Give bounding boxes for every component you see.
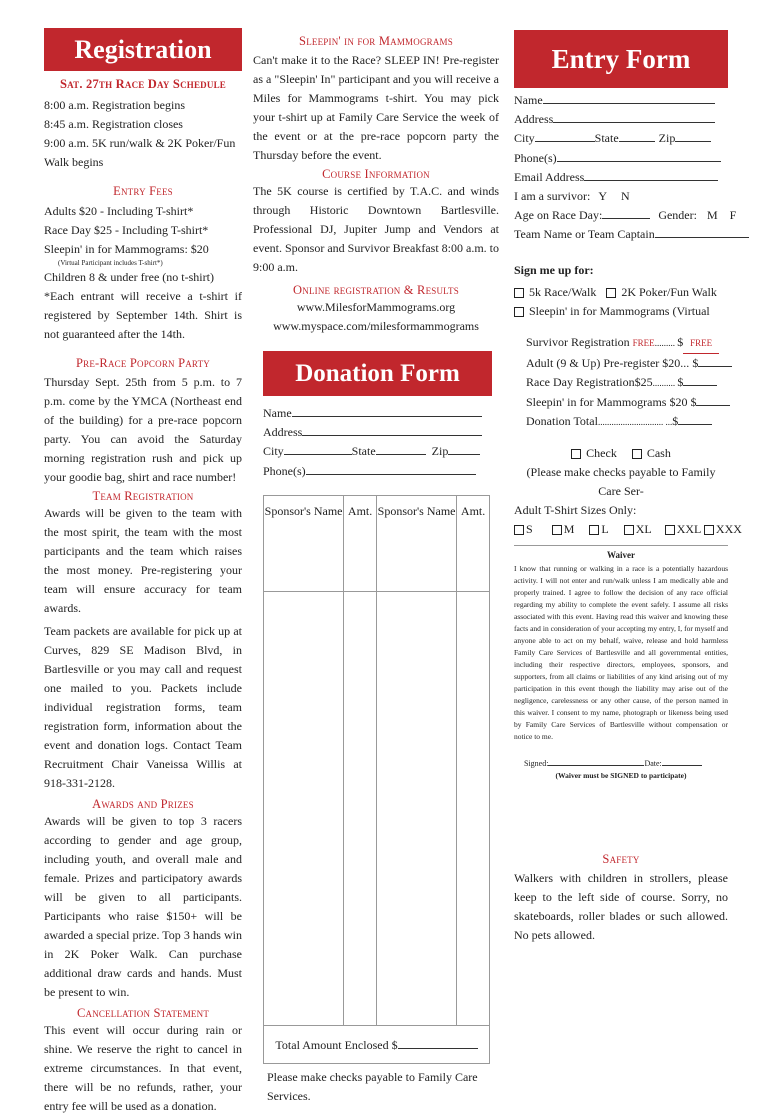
schedule-item: 8:45 a.m. Registration closes — [44, 117, 183, 131]
fee-dollar: $ — [677, 334, 684, 349]
entry-address-field[interactable] — [553, 110, 715, 123]
popcorn-heading: Pre-Race Popcorn Party — [76, 356, 210, 370]
checkbox-sleepin[interactable] — [514, 307, 524, 317]
signup-options — [514, 283, 728, 321]
awards-heading: Awards and Prizes — [92, 797, 194, 811]
fee-item: Race Day $25 - Including T-shirt* — [44, 223, 209, 237]
gender-female[interactable]: F — [729, 208, 737, 223]
fees-list — [44, 202, 242, 344]
entry-email-field[interactable] — [584, 168, 718, 181]
entry-state-field[interactable] — [619, 129, 655, 142]
fee-raceday-label: Race Day Registration$25 — [526, 374, 653, 389]
sponsor-amt-cell[interactable] — [344, 591, 377, 1025]
donation-name-field[interactable] — [292, 404, 482, 417]
safety-heading: Safety — [602, 851, 640, 866]
registration-title: Registration — [74, 35, 212, 64]
fee-raceday-field[interactable] — [683, 373, 717, 386]
team-field[interactable] — [655, 225, 749, 238]
schedule-item: 9:00 a.m. 5K run/walk & 2K Poker/Fun Walk begins — [44, 136, 236, 169]
sponsor-table — [263, 495, 490, 1064]
option-5k-label: 5k Race/Walk — [529, 284, 597, 299]
sponsor-amt-cell[interactable] — [457, 591, 490, 1025]
registration-banner — [44, 28, 242, 71]
fee-item: Adults $20 - Including T-shirt* — [44, 204, 194, 218]
awards-text: Awards will be given to top 3 racers according to gender and age group, including youth, and overall male and female. Prizes and participatory awards will be given to all participants. Participants who raise $150+ will be awarded a special prize. Top 3 hands win in 2K Poker Walk. Can purchase additional draw cards and hands. Must be present to win. — [44, 814, 242, 999]
option-2k-label: 2K Poker/Fun Walk — [621, 284, 717, 299]
fee-item: Sleepin' in for Mammograms: $20 — [44, 242, 209, 256]
myspace-link[interactable]: www.myspace.com/milesformammograms — [273, 319, 479, 333]
fee-total-label: Donation Total — [526, 413, 598, 428]
fee-dollar: $ — [672, 413, 679, 428]
checkbox-cash[interactable] — [632, 449, 642, 459]
entry-title: Entry Form — [551, 44, 691, 74]
age-field[interactable] — [602, 206, 650, 219]
entry-name-field[interactable] — [543, 91, 715, 104]
size-xxl: XXL — [676, 521, 701, 536]
survivor-label: I am a survivor: — [514, 189, 591, 204]
popcorn-text: Thursday Sept. 25th from 5 p.m. to 7 p.m. come by the YMCA (Northeast end of the building) for a pre-race popcorn party. You can avoid the Saturday morning registration rush and pick up your goodie bag, shirt and race number! — [44, 375, 242, 484]
sleepin-heading: Sleepin' in for Mammograms — [299, 34, 453, 48]
total-label: Total Amount Enclosed $ — [275, 1037, 398, 1052]
donation-city-label: City — [263, 444, 284, 459]
entry-zip-label: Zip — [658, 131, 676, 146]
checkbox-size-xxx[interactable] — [704, 525, 714, 535]
schedule-list — [44, 96, 242, 172]
sponsor-name-header: Sponsor's Name — [264, 495, 344, 591]
entry-city-label: City — [514, 131, 535, 146]
fee-sleep-label: Sleepin' in for Mammograms $20 — [526, 394, 688, 409]
donation-address-field[interactable] — [302, 423, 482, 436]
website-link[interactable]: www.MilesforMammograms.org — [296, 300, 456, 314]
donation-name-label: Name — [263, 406, 292, 420]
sponsor-amt-header: Amt. — [344, 495, 377, 591]
donation-address-label: Address — [263, 425, 303, 440]
checkbox-2k[interactable] — [606, 288, 616, 298]
entry-city-field[interactable] — [535, 129, 595, 142]
team-heading: Team Registration — [92, 489, 194, 503]
cancel-heading: Cancellation Statement — [76, 1006, 210, 1020]
fee-dollar: $ — [692, 355, 699, 370]
survivor-no[interactable]: N — [620, 189, 630, 204]
signup-heading: Sign me up for: — [514, 262, 594, 277]
entry-phone-label: Phone(s) — [514, 150, 557, 165]
date-label: Date: — [644, 758, 662, 768]
payable-note: (Please make checks payable to Family Care Ser- — [526, 464, 716, 498]
fee-free-text: FREE — [632, 337, 655, 348]
date-field[interactable] — [662, 757, 702, 766]
entry-zip-field[interactable] — [675, 129, 711, 142]
fee-adult-label: Adult (9 & Up) Pre-register $20... — [526, 355, 690, 370]
signed-label: Signed: — [524, 758, 549, 768]
checkbox-check[interactable] — [571, 449, 581, 459]
team-text-2: Team packets are available for pick up at Curves, 829 SE Madison Blvd, in Bartlesville or you may call and request one mailed to you. Packets include individual registration forms, team registration form, information about the event and donation logs. Contact Team Recruitment Chair Vaneissa Willis at 918-331-2128. — [44, 624, 242, 790]
checkbox-size-l[interactable] — [589, 525, 599, 535]
entry-name-label: Name — [514, 93, 543, 107]
sleepin-text: Can't make it to the Race? SLEEP IN! Pre-register as a "Sleepin' In" participant and you will receive a Miles for Mammograms t-shirt. You may pick your t-shirt up at Family Care Service the week of the event or at the pre-race popcorn party the Thursday before the event. — [253, 53, 499, 162]
sponsor-amt-header: Amt. — [457, 495, 490, 591]
option-sleepin-label: Sleepin' in for Mammograms (Virtual — [529, 303, 710, 318]
checkbox-size-s[interactable] — [514, 525, 524, 535]
gender-label: Gender: — [658, 208, 697, 223]
gender-male[interactable]: M — [706, 208, 718, 223]
donation-state-label: State — [351, 444, 376, 459]
sponsor-name-header: Sponsor's Name — [376, 495, 456, 591]
safety-text: Walkers with children in strollers, please keep to the left side of course. Sorry, no skateboards, roller blades or such allowed. No pets allowed. — [514, 870, 728, 942]
fee-dollar: $ — [690, 394, 697, 409]
fee-sleep-field[interactable] — [696, 393, 730, 406]
waiver-box — [514, 545, 728, 780]
size-m: M — [563, 521, 575, 536]
entry-phone-field[interactable] — [557, 149, 721, 162]
team-text-1: Awards will be given to the team with the most spirit, the team with the most participants and the team which raises the most money. Pre-registering your team will ensure accuracy for team awards. — [44, 506, 242, 615]
donation-banner — [263, 351, 492, 396]
waiver-heading: Waiver — [607, 549, 635, 560]
size-options — [514, 520, 742, 539]
tshirt-note: *Each entrant will receive a t-shirt if registered by September 14th. Shirt is not guaranteed after the 14th. — [44, 289, 242, 341]
total-cell — [264, 1025, 490, 1063]
team-label: Team Name or Team Captain — [514, 227, 655, 242]
cash-label: Cash — [646, 445, 671, 460]
size-s: S — [526, 521, 533, 536]
cancel-text: This event will occur during rain or shine. We reserve the right to cancel in extreme circumstances. In that event, there will be no refunds, rather, your entry fee will be used as a donation. — [44, 1023, 242, 1113]
total-field[interactable] — [398, 1036, 478, 1049]
online-heading: Online registration & Results — [293, 283, 459, 297]
course-heading: Course Information — [322, 167, 430, 181]
middle-column — [253, 0, 499, 1106]
checkbox-size-xxl[interactable] — [665, 525, 675, 535]
size-xl: XL — [635, 521, 652, 536]
donation-state-field[interactable] — [376, 442, 426, 455]
fees-heading: Entry Fees — [113, 184, 173, 198]
donation-title: Donation Form — [295, 360, 460, 387]
size-xxx: XXX — [715, 521, 742, 536]
payment-method — [514, 444, 728, 463]
fee-adult-field[interactable] — [698, 354, 732, 367]
donation-zip-label: Zip — [431, 444, 449, 459]
fee-list: Survivor Registration FREE......... $ FREE Adult (9 & Up) Pre-register $20... $ Race Day Registration$25.......... $ Sleepin' in for Mammograms $20 $ Donation Total............................. ...$ — [526, 333, 728, 432]
sponsor-name-cell[interactable] — [376, 591, 456, 1025]
entry-banner — [514, 30, 728, 88]
fee-free-value: FREE — [683, 334, 719, 354]
fee-total-field[interactable] — [678, 412, 712, 425]
signature-field[interactable] — [548, 757, 644, 766]
entry-state-label: State — [594, 131, 619, 146]
size-l: L — [601, 521, 609, 536]
schedule-item: 8:00 a.m. Registration begins — [44, 98, 185, 112]
entry-fields — [514, 91, 737, 245]
donation-fields — [263, 404, 492, 481]
waiver-text: I know that running or walking in a race is a potentially hazardous activity. I will not enter and run/walk unless I am medically able and properly trained. I agree to follow the decision of any race official regarding my ability to complete the event safely. I assume all risks associated with this event. Having read this waiver and knowing these facts and in consideration of your accepting my entry, I, for myself and anyone able to act on my behalf, waive, release and hold harmless Family Care Services of Bartlesville and all governmental entities, including their respective directors, employees, sponsors, and supporters, from all claims or liabilities of any kind arising out of my participation in this event though the liability may arise out of the negligence, carelessness or any other cause, of the person named in this waiver. I consent to my name, photograph or likeness being used by Family Care Services of Bartlesville without compensation or notice to me. — [514, 563, 728, 741]
donation-zip-field[interactable] — [448, 442, 480, 455]
waiver-note: (Waiver must be SIGNED to participate) — [555, 770, 687, 780]
sizes-label: Adult T-Shirt Sizes Only: — [514, 502, 637, 517]
fee-survivor-label: Survivor Registration — [526, 334, 630, 349]
checks-note: Please make checks payable to Family Care Services. — [267, 1069, 478, 1103]
check-label: Check — [586, 445, 617, 460]
signature-row — [514, 757, 728, 768]
registration-column — [44, 0, 242, 1116]
schedule-heading: Sat. 27th Race Day Schedule — [59, 77, 226, 91]
donation-city-field[interactable] — [284, 442, 352, 455]
donation-phone-field[interactable] — [306, 462, 476, 475]
entry-column — [514, 0, 742, 945]
course-text: The 5K course is certified by T.A.C. and winds through Historic Downtown Bartlesville. Professional DJ, Jupiter Jump and Vendors at event. Sponsor and Survivor Breakfast 8:00 a.m. to 9:00 a.m. — [253, 184, 499, 274]
checkbox-size-xl[interactable] — [624, 525, 634, 535]
children-note: Children 8 & under free (no t-shirt) — [44, 270, 214, 284]
virtual-note: (Virtual Participant includes T-shirt*) — [58, 259, 163, 267]
checkbox-size-m[interactable] — [552, 525, 562, 535]
age-label: Age on Race Day: — [514, 208, 603, 223]
fee-dollar: $ — [677, 374, 684, 389]
entry-address-label: Address — [514, 112, 554, 127]
checkbox-5k[interactable] — [514, 288, 524, 298]
donation-phone-label: Phone(s) — [263, 463, 306, 478]
survivor-yes[interactable]: Y — [598, 189, 607, 204]
sponsor-name-cell[interactable] — [264, 591, 344, 1025]
entry-email-label: Email Address — [514, 169, 585, 184]
